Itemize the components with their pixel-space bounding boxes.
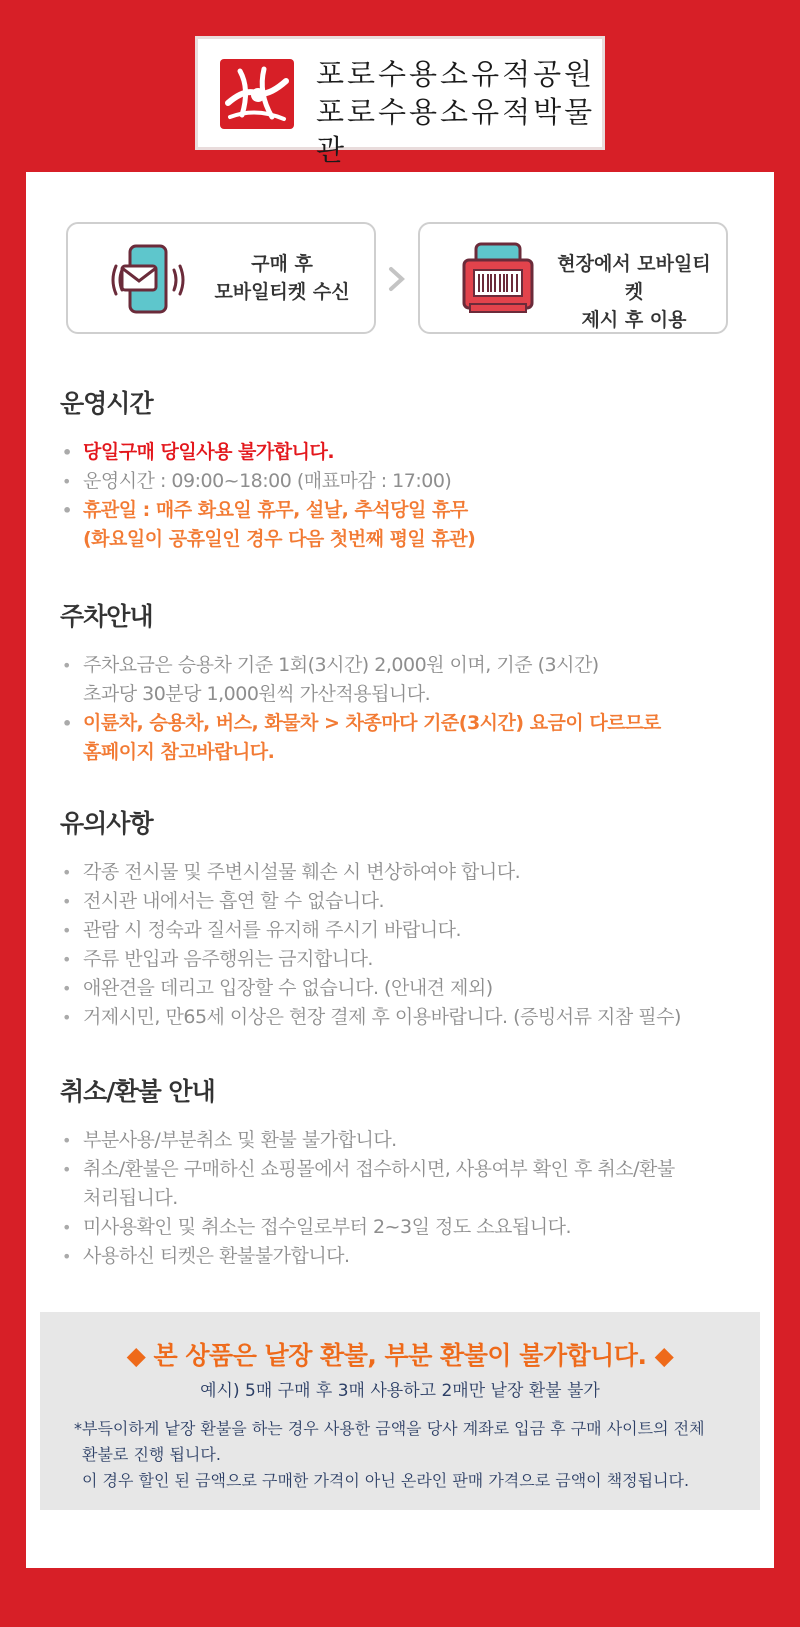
section-title: 운영시간	[60, 389, 153, 418]
list-item-text: • 취소/환불은 구매하신 쇼핑몰에서 접수하시면, 사용여부 확인 후 취소/환불	[83, 1158, 675, 1180]
list-item-text: 관람 시 정숙과 질서를 유지해 주시기 바랍니다.	[83, 919, 462, 941]
list-item	[60, 1126, 750, 1155]
list-item-text: 거제시민, 만65세 이상은 현장 결제 후 이용바랍니다. (증빙서류 지참 필수)	[83, 1006, 681, 1028]
list-item	[60, 709, 750, 767]
list-item-text-cont: 처리됩니다.	[83, 1187, 178, 1209]
list-item-text: 주류 반입과 음주행위는 금지합니다.	[83, 948, 373, 970]
refund-list	[60, 1126, 750, 1271]
list-item-text-cont: 초과당 30분당 1,000원씩 가산적용됩니다.	[83, 683, 431, 705]
step-2-line1: 현장에서 모바일티켓	[557, 253, 711, 303]
hours-list	[60, 438, 750, 554]
list-item	[60, 974, 750, 1003]
list-item-text: 사용하신 티켓은 환불불가합니다.	[83, 1245, 350, 1267]
notice-footnote-line3: 이 경우 할인 된 금액으로 구매한 가격이 아닌 온라인 판매 가격으로 금액이 책정됩니다.	[82, 1471, 690, 1490]
section-cautions	[60, 804, 750, 1032]
list-item-text: 부분사용/부분취소 및 환불 불가합니다.	[83, 1129, 397, 1151]
refund-notice-box	[40, 1312, 760, 1510]
step-2-text	[552, 250, 716, 334]
section-refund	[60, 1072, 750, 1271]
step-show-ticket	[418, 222, 728, 334]
notice-footnote	[74, 1416, 730, 1494]
step-1-line2: 모바일티켓 수신	[214, 281, 350, 303]
list-item	[60, 1242, 750, 1271]
list-item-text: • 주차요금은 승용차 기준 1회(3시간) 2,000원 이며, 기준 (3시간)	[83, 654, 599, 676]
step-1-text	[200, 250, 364, 306]
cautions-list	[60, 858, 750, 1032]
list-item-text: 전시관 내에서는 흡연 할 수 없습니다.	[83, 890, 385, 912]
list-item-text: 당일구매 당일사용 불가합니다.	[83, 441, 335, 463]
notice-example: 예시) 5매 구매 후 3매 사용하고 2매만 낱장 환불 불가	[200, 1381, 600, 1401]
list-item	[60, 887, 750, 916]
list-item-text: 운영시간 : 09:00~18:00 (매표마감 : 17:00)	[83, 470, 452, 492]
notice-footnote-line1: *부득이하게 낱장 환불을 하는 경우 사용한 금액을 당사 계좌로 입금 후 구매 사이트의 전체	[74, 1419, 705, 1438]
list-item	[60, 1155, 750, 1213]
section-operating-hours	[60, 384, 750, 554]
section-title: 취소/환불 안내	[60, 1077, 215, 1106]
list-item-text: • 이륜차, 승용차, 버스, 화물차 > 차종마다 기준(3시간) 요금이 다르므로	[83, 712, 661, 734]
section-title: 주차안내	[60, 602, 153, 631]
section-title: 유의사항	[60, 809, 153, 838]
content-card	[26, 172, 774, 1568]
list-item-text: 미사용확인 및 취소는 접수일로부터 2~3일 정도 소요됩니다.	[83, 1216, 572, 1238]
step-receive-ticket	[66, 222, 376, 334]
list-item-text: 각종 전시물 및 주변시설물 훼손 시 변상하여야 합니다.	[83, 861, 521, 883]
list-item	[60, 496, 750, 554]
parking-list	[60, 651, 750, 767]
list-item-text: • 휴관일 : 매주 화요일 휴무, 설날, 추석당일 휴무	[83, 499, 468, 521]
notice-footnote-line2: 환불로 진행 됩니다.	[82, 1445, 221, 1464]
notice-title: ◆ 본 상품은 낱장 환불, 부분 환불이 불가합니다. ◆	[126, 1341, 674, 1370]
seal-logo-icon	[220, 59, 294, 129]
logo-title-line2: 포로수용소유적박물관	[316, 95, 596, 167]
chevron-right-icon	[386, 264, 408, 294]
list-item	[60, 467, 750, 496]
list-item	[60, 945, 750, 974]
logo-title-line1: 포로수용소유적공원	[316, 57, 596, 91]
list-item-text: 애완견을 데리고 입장할 수 없습니다. (안내견 제외)	[83, 977, 493, 999]
list-item	[60, 858, 750, 887]
list-item	[60, 651, 750, 709]
list-item	[60, 916, 750, 945]
phone-message-icon	[108, 242, 188, 318]
list-item	[60, 438, 750, 467]
list-item-text-cont: 홈페이지 참고바랍니다.	[83, 741, 275, 763]
step-2-line2: 제시 후 이용	[581, 309, 687, 331]
barcode-scanner-icon	[460, 242, 540, 318]
step-1-line1: 구매 후	[251, 253, 313, 275]
logo-header	[195, 36, 605, 167]
list-item	[60, 1003, 750, 1032]
list-item-text-cont: (화요일이 공휴일인 경우 다음 첫번째 평일 휴관)	[83, 528, 476, 550]
section-parking	[60, 597, 750, 767]
list-item	[60, 1213, 750, 1242]
logo-title	[316, 55, 602, 169]
